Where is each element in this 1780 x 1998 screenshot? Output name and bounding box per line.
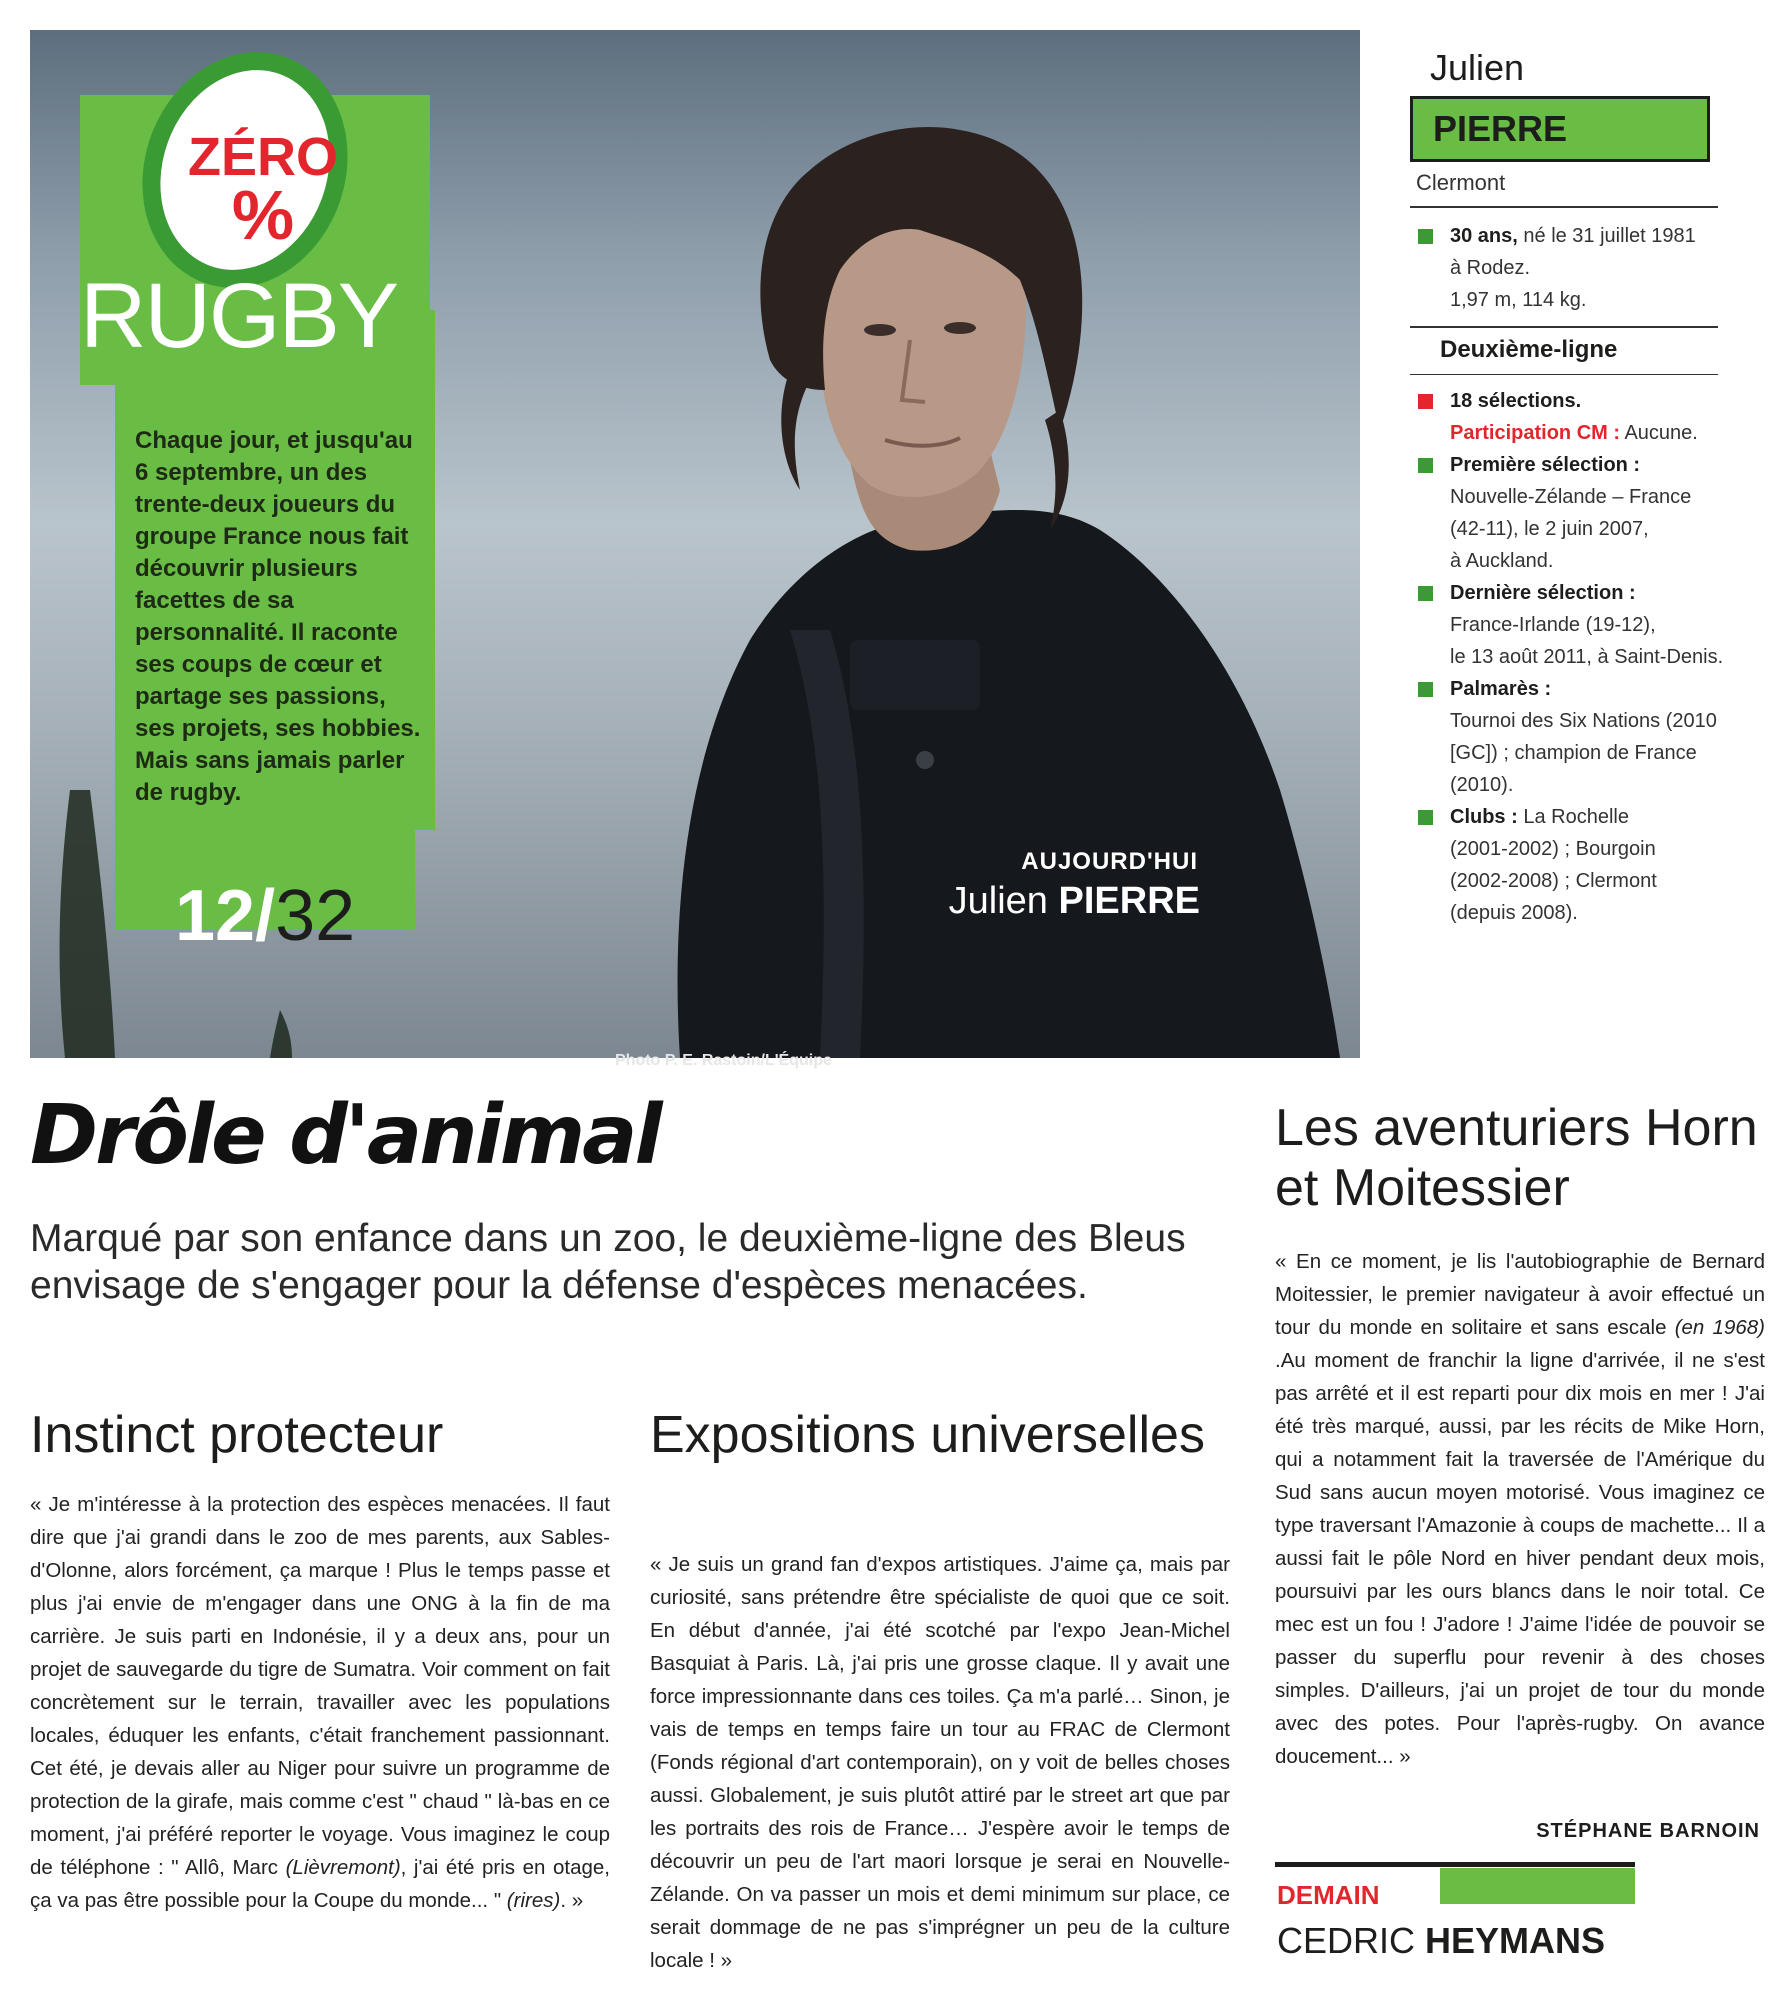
section-body-instinct [30,1488,610,1917]
green-bullet-icon [1418,229,1433,244]
fact-clubs-line: (depuis 2008). [1450,902,1578,924]
photo-credit: Photo P. E. Rastoin/L'Équipe [615,1052,832,1069]
today-last-name: PIERRE [1058,880,1200,922]
fact-first-cap-label: Première sélection : [1450,454,1641,476]
fact-last-cap-line: le 13 août 2011, à Saint-Denis. [1450,646,1724,668]
tomorrow-green-bar [1440,1868,1635,1904]
body-italic-run: (Lièvremont) [285,1856,401,1879]
body-italic-run: (rires) [506,1889,561,1912]
fact-wc-label: Participation CM : [1450,422,1621,444]
body-text-run: « En ce moment, je lis l'autobiographie de Bernard Moitessier, le premier navigateur à avoir effectué un tour du monde en solitaire et sans escale [1275,1250,1765,1339]
fact-palmares-line: Tournoi des Six Nations (2010 [1450,710,1717,732]
percent-logo-sign: % [231,176,295,254]
player-position: Deuxième-ligne [1440,336,1618,363]
section-heading-aventuriers: Les aventuriers Horn et Moitessier [1275,1099,1758,1217]
player-fact-sheet [1400,47,1730,929]
body-text-run: . » [560,1889,584,1912]
zero-rugby-panel [50,60,420,960]
fact-birthplace: à Rodez. [1450,257,1531,279]
fact-age-bold: 30 ans, [1450,225,1518,247]
section-heading-expositions: Expositions universelles [650,1406,1205,1464]
fact-last-cap-label: Dernière sélection : [1450,582,1636,604]
zero-logo-word: ZÉRO [187,127,338,187]
today-first-name: Julien [948,880,1048,922]
fact-palmares-line: (2010). [1450,774,1514,796]
series-counter [175,876,356,956]
fact-clubs-line: La Rochelle [1517,806,1629,828]
article-standfirst: Marqué par son enfance dans un zoo, le deuxième-ligne des Bleus envisage de s'engager pour la défense d'espèces menacées. [30,1217,1186,1307]
fact-clubs [1410,801,1730,929]
fact-palmares-label: Palmarès : [1450,678,1552,700]
red-bullet-icon [1418,394,1433,409]
green-bullet-icon [1418,810,1433,825]
fact-palmares [1410,673,1730,801]
fact-clubs-line: (2002-2008) ; Clermont [1450,870,1657,892]
section-body-expositions: « Je suis un grand fan d'expos artistiques. J'aime ça, mais par curiosité, sans prétendre être spécialiste de quoi que ce soit. En début d'année, j'ai été scotché par l'expo Jean-Michel Basquiat à Paris. Là, j'ai pris une grosse claque. Il y avait une force impressionnante dans ces toiles. Ça m'a parlé… Sinon, je vais de temps en temps faire un tour au FRAC de Clermont (Fonds régional d'art contemporain), on y voit de belles choses aussi. Globalement, je suis plutôt attiré par le street art que par les portraits des rois de France… J'espère avoir le temps de découvrir un peu de l'art maori lorsque je serai en Nouvelle-Zélande. On va passer un mois et demi minimum sur place, ce serait dommage de ne pas s'imprégner un peu de la culture locale ! » [650,1553,1230,1972]
fact-first-cap [1410,449,1730,577]
fact-last-cap [1410,577,1730,673]
fact-age-text: né le 31 juillet 1981 [1517,225,1696,247]
today-label: AUJOURD'HUI [1021,848,1198,875]
tomorrow-player-name [1277,1920,1605,1962]
fact-first-cap-line: Nouvelle-Zélande – France [1450,486,1692,508]
fact-size: 1,97 m, 114 kg. [1450,289,1587,311]
author-byline: STÉPHANE BARNOIN [1536,1820,1760,1842]
player-last-name: PIERRE [1410,96,1710,162]
today-player-name [850,880,1200,923]
fact-first-cap-line: à Auckland. [1450,550,1554,572]
fact-clubs-line: (2001-2002) ; Bourgoin [1450,838,1656,860]
section-heading-instinct: Instinct protecteur [30,1406,444,1464]
green-bullet-icon [1418,458,1433,473]
section-body-aventuriers [1275,1245,1765,1773]
body-text-run: « Je m'intéresse à la protection des espèces menacées. Il faut dire que j'ai grandi dans le zoo de mes parents, aux Sables-d'Olonne, alors forcément, ça marque ! Plus le temps passe et plus j'ai envie de m'engager dans une ONG à la fin de ma carrière. Je suis parti en Indonésie, il y a deux ans, pour un projet de sauvegarde du tigre de Sumatra. Voir comment on fait concrètement sur le terrain, travailler avec les populations locales, éduquer les enfants, c'était franchement passionnant. Cet été, je devais aller au Niger pour suivre un programme de protection de la girafe, mais comme c'est " chaud " là-bas en ce moment, j'ai préféré reporter le voyage. Vous imaginez le coup de téléphone : " Allô, Marc [30,1493,610,1879]
fact-palmares-line: [GC]) ; champion de France [1450,742,1697,764]
tomorrow-rule [1275,1862,1635,1867]
divider [1410,206,1718,208]
player-first-name: Julien [1430,47,1525,88]
green-bullet-icon [1418,682,1433,697]
tomorrow-label: DEMAIN [1277,1880,1380,1910]
divider [1410,374,1718,375]
fact-wc-value: Aucune. [1620,422,1698,444]
fact-caps-text: 18 sélections. [1450,390,1582,412]
player-club: Clermont [1416,170,1506,195]
fact-clubs-label: Clubs : [1450,806,1518,828]
tomorrow-last-name: HEYMANS [1425,1920,1606,1961]
series-intro: Chaque jour, et jusqu'au 6 septembre, un des trente-deux joueurs du groupe France nous fait découvrir plusieurs facettes de sa personnalité. Il raconte ses coups de cœur et partage ses passions, ses projets, ses hobbies. Mais sans jamais parler de rugby. [135,427,421,806]
rugby-logo-word: RUGBY [80,265,398,367]
body-italic-run: (en 1968) [1674,1316,1765,1339]
counter-current: 12/ [175,876,276,956]
fact-age [1410,220,1730,316]
fact-last-cap-line: France-Irlande (19-12), [1450,614,1656,636]
divider [1410,326,1718,328]
counter-total: 32 [275,876,356,956]
article-title: Drôle d'animal [30,1088,660,1183]
tomorrow-first-name: CEDRIC [1277,1920,1426,1961]
body-text-run: , j'ai été pris en otage, ça va pas être possible pour la Coupe du monde... " [30,1856,610,1912]
fact-first-cap-line: (42-11), le 2 juin 2007, [1450,518,1649,540]
fact-caps [1410,385,1730,449]
body-text-run: .Au moment de franchir la ligne d'arrivée, il ne s'est pas arrêté et il est reparti pour dix mois en mer ! J'ai été très marqué, aussi, par les récits de Mike Horn, qui a notamment fait la traversée de l'Amérique du Sud sans aucun moyen motorisé. Vous imaginez ce type traversant l'Amazonie à coups de machette... Il a aussi fait le pôle Nord en hiver pendant deux mois, poursuivi par les ours blancs dans le noir total. Ce mec est un fou ! J'adore ! J'aime l'idée de pouvoir se passer du superflu pour revenir à des choses simples. D'ailleurs, j'ai un projet de tour du monde avec des potes. Pour l'après-rugby. On avance doucement... » [1275,1349,1765,1768]
green-bullet-icon [1418,586,1433,601]
